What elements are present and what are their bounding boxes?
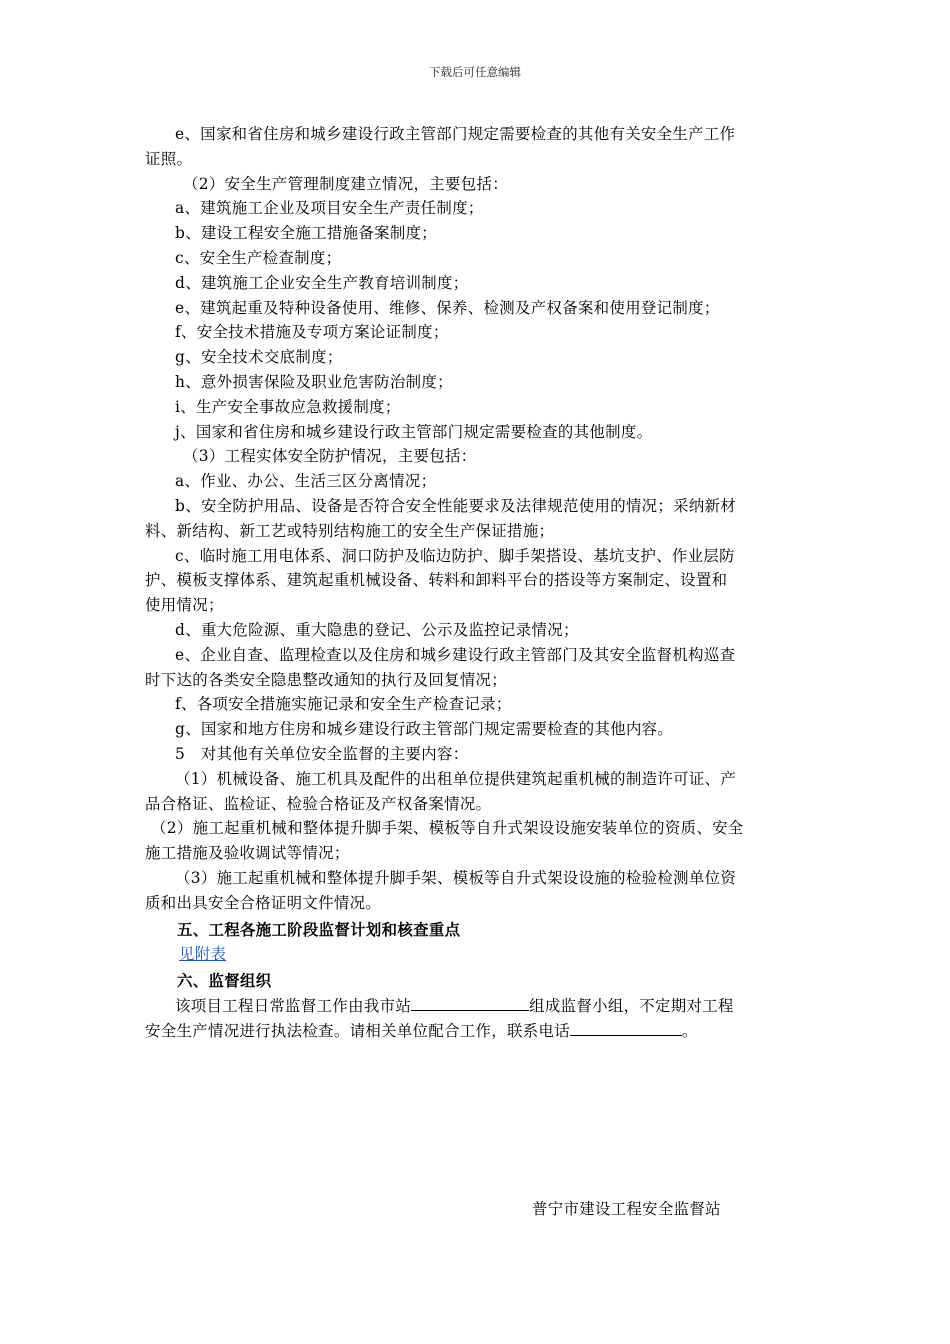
section-6-heading: 六、监督组织 [177, 972, 272, 991]
text-line: 时下达的各类安全隐患整改通知的执行及回复情况； [145, 670, 508, 689]
text-line: 5 对其他有关单位安全监督的主要内容： [175, 744, 469, 763]
text-line: e、企业自查、监理检查以及住房和城乡建设行政主管部门及其安全监督机构巡查 [175, 645, 736, 664]
text-line: g、安全技术交底制度； [175, 348, 343, 367]
text-line: f、安全技术措施及专项方案论证制度； [175, 323, 449, 342]
text-fragment: 组成监督小组，不定期对工程 [529, 996, 734, 1015]
supervision-paragraph-line-1 [145, 994, 811, 1019]
text-line: e、建筑起重及特种设备使用、维修、保养、检测及产权备案和使用登记制度； [175, 298, 720, 317]
text-line: 施工措施及验收调试等情况； [145, 844, 350, 863]
text-line: 护、模板支撑体系、建筑起重机械设备、转料和卸料平台的搭设等方案制定、设置和 [145, 571, 728, 590]
text-line: 品合格证、监检证、检验合格证及产权备案情况。 [145, 794, 492, 813]
text-line: d、重大危险源、重大隐患的登记、公示及监控记录情况； [175, 620, 579, 639]
text-line: c、安全生产检查制度； [175, 248, 342, 267]
page-header: 下载后可任意编辑 [429, 65, 521, 79]
text-line: 使用情况； [145, 596, 224, 615]
text-line: （2）施工起重机械和整体提升脚手架、模板等自升式架设设施安装单位的资质、安全 [151, 819, 744, 838]
text-line: （3）工程实体安全防护情况，主要包括： [183, 447, 477, 466]
text-line: a、建筑施工企业及项目安全生产责任制度； [175, 199, 484, 218]
text-line: 料、新结构、新工艺或特别结构施工的安全生产保证措施； [145, 521, 555, 540]
text-line: b、安全防护用品、设备是否符合安全性能要求及法律规范使用的情况；采纳新材 [175, 496, 737, 515]
text-line: 质和出具安全合格证明文件情况。 [145, 893, 382, 912]
section-5-heading: 五、工程各施工阶段监督计划和核查重点 [177, 920, 461, 939]
text-fragment: 该项目工程日常监督工作由我市站 [175, 996, 412, 1015]
text-line: （2）安全生产管理制度建立情况，主要包括： [183, 174, 508, 193]
text-line: c、临时施工用电体系、洞口防护及临边防护、脚手架搭设、基坑支护、作业层防 [175, 546, 735, 565]
text-line: g、国家和地方住房和城乡建设行政主管部门规定需要检查的其他内容。 [175, 720, 674, 739]
text-line: （3）施工起重机械和整体提升脚手架、模板等自升式架设设施的检验检测单位资 [175, 868, 737, 887]
signature: 普宁市建设工程安全监督站 [532, 1200, 721, 1218]
text-line: e、国家和省住房和城乡建设行政主管部门规定需要检查的其他有关安全生产工作 [175, 125, 736, 143]
text-line: a、作业、办公、生活三区分离情况； [175, 472, 437, 491]
station-blank-field[interactable] [411, 994, 529, 1011]
text-line: h、意外损害保险及职业危害防治制度； [175, 372, 453, 391]
text-fragment: 。 [682, 1021, 698, 1040]
text-line: （1）机械设备、施工机具及配件的出租单位提供建筑起重机械的制造许可证、产 [175, 769, 737, 788]
document-body [145, 122, 811, 1043]
text-line: 证照。 [145, 149, 193, 168]
text-line: i、生产安全事故应急救援制度； [175, 397, 401, 416]
text-line: f、各项安全措施实施记录和安全生产检查记录； [175, 695, 512, 714]
text-line: j、国家和省住房和城乡建设行政主管部门规定需要检查的其他制度。 [175, 422, 653, 441]
text-fragment: 安全生产情况进行执法检查。请相关单位配合工作，联系电话 [145, 1021, 570, 1040]
text-line: b、建设工程安全施工措施备案制度； [175, 224, 438, 243]
appendix-link[interactable]: 见附表 [179, 945, 227, 964]
text-line: d、建筑施工企业安全生产教育培训制度； [175, 273, 469, 292]
phone-blank-field[interactable] [570, 1019, 682, 1036]
supervision-paragraph-line-2 [145, 1019, 811, 1044]
